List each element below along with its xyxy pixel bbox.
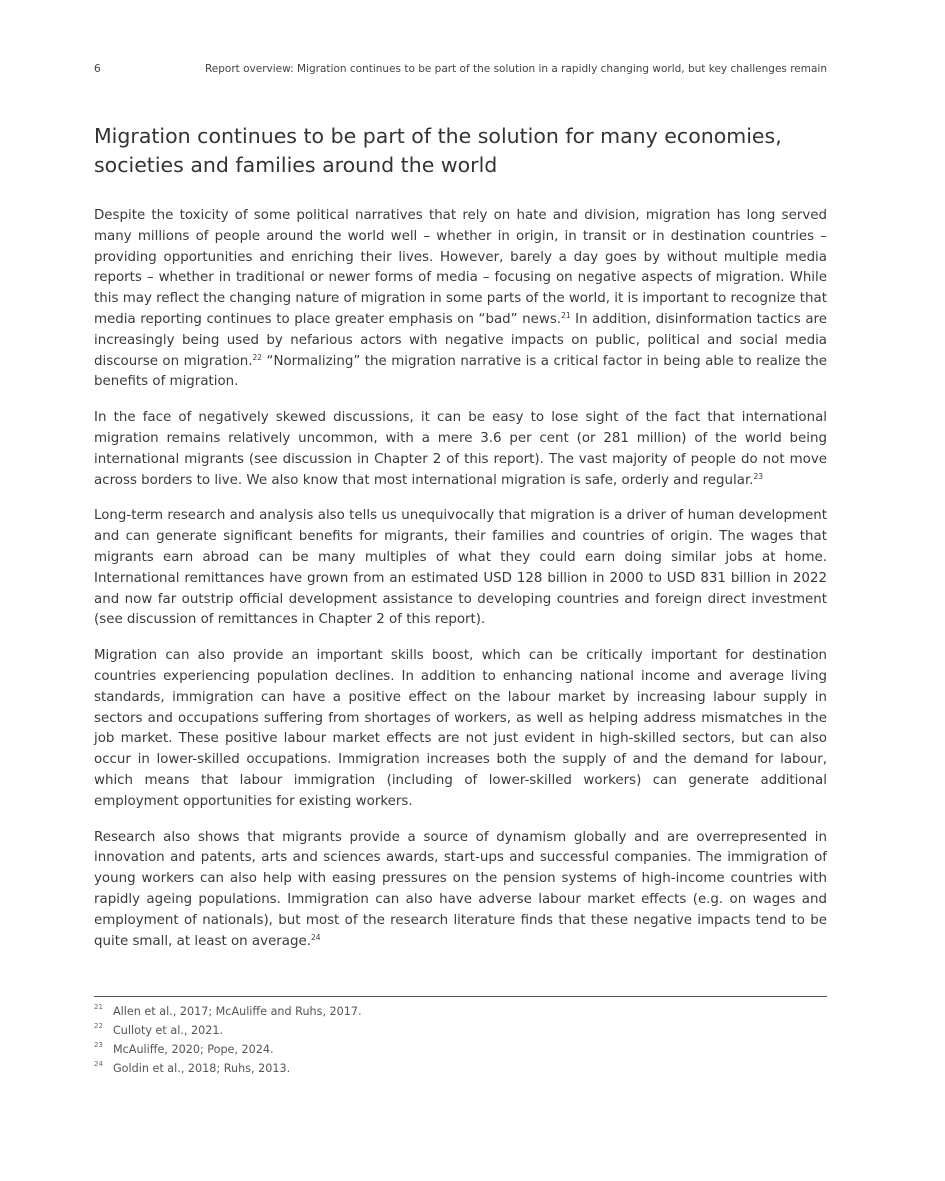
- footnote-number: 23: [94, 1041, 103, 1049]
- footnote-ref-23[interactable]: 23: [753, 471, 764, 481]
- footnote-number: 22: [94, 1022, 103, 1030]
- footnote-text: Culloty et al., 2021.: [113, 1024, 224, 1037]
- footnote-item: [94, 1002, 827, 1021]
- paragraph-2-text: In the face of negatively skewed discussions, it can be easy to lose sight of the fact that international migration remains relatively uncommon, with a mere 3.6 per cent (or 281 million) of the world being international migrants (see discussion in Chapter 2 of this report). The vast majority of people do not move across borders to live. We also know that most international migration is safe, orderly and regular.: [94, 410, 827, 488]
- footnote-divider: [94, 996, 827, 997]
- paragraph-3-text: Long-term research and analysis also tells us unequivocally that migration is a driver of human development and can generate significant benefits for migrants, their families and countries of origin. The wages that migrants earn abroad can be many multiples of what they could earn doing similar jobs at home. International remittances have grown from an estimated USD 128 billion in 2000 to USD 831 billion in 2022 and now far outstrip official development assistance to developing countries and foreign direct investment (see discussion of remittances in Chapter 2 of this report).: [94, 508, 827, 628]
- paragraph-1-text-b: In addition, disinformation tactics are increasingly being used by nefarious actors with negative impacts on public, political and social media discourse on migration.: [94, 311, 827, 369]
- footnote-number: 24: [94, 1060, 103, 1068]
- footnote-ref-21[interactable]: 21: [561, 310, 571, 320]
- section-title: Migration continues to be part of the solution for many economies, societies and families around the world: [94, 124, 782, 177]
- footnote-item: [94, 1021, 827, 1040]
- page-number: 6: [94, 63, 101, 75]
- paragraph-3: [94, 506, 827, 631]
- footnotes: [94, 1002, 827, 1078]
- paragraph-1-text-c: “Normalizing” the migration narrative is a critical factor in being able to realize the benefits of migration.: [94, 353, 827, 390]
- page-header: [94, 63, 827, 79]
- paragraph-5: [94, 828, 827, 953]
- footnote-text: Allen et al., 2017; McAuliffe and Ruhs, 2017.: [113, 1005, 362, 1018]
- paragraph-1-text-a: Despite the toxicity of some political narratives that rely on hate and division, migration has long served many millions of people around the world well – whether in origin, in transit or in destination countries – providing opportunities and enriching their lives. However, barely a day goes by without multiple media reports – whether in traditional or newer forms of media – focusing on negative aspects of migration. While this may reflect the changing nature of migration in some parts of the world, it is important to recognize that media reporting continues to place greater emphasis on “bad” news.: [94, 208, 827, 327]
- paragraph-4: [94, 646, 827, 812]
- footnote-item: [94, 1040, 827, 1059]
- footnote-text: McAuliffe, 2020; Pope, 2024.: [113, 1043, 274, 1056]
- paragraph-4-text: Migration can also provide an important skills boost, which can be critically important for destination countries experiencing population declines. In addition to enhancing national income and average living standards, immigration can have a positive effect on the labour market by increasing labour supply in sectors and occupations suffering from shortages of workers, as well as helping address mismatches in the job market. These positive labour market effects are not just evident in high-skilled sectors, but can also occur in lower-skilled occupations. Immigration increases both the supply of and the demand for labour, which means that labour immigration (including of lower-skilled workers) can generate additional employment opportunities for existing workers.: [94, 648, 827, 809]
- footnote-number: 21: [94, 1003, 103, 1011]
- paragraph-1: [94, 206, 827, 393]
- footnote-item: [94, 1059, 827, 1078]
- paragraph-2: [94, 408, 827, 491]
- footnote-ref-22[interactable]: 22: [252, 352, 263, 362]
- running-title: Report overview: Migration continues to be part of the solution in a rapidly changing world, but key challenges remain: [204, 63, 827, 75]
- paragraph-5-text: Research also shows that migrants provide a source of dynamism globally and are overrepresented in innovation and patents, arts and sciences awards, start-ups and successful companies. The immigration of young workers can also help with easing pressures on the pension systems of high-income countries with rapidly ageing populations. Immigration can also have adverse labour market effects (e.g. on wages and employment of nationals), but most of the research literature finds that these negative impacts tend to be quite small, at least on average.: [94, 829, 827, 949]
- footnote-text: Goldin et al., 2018; Ruhs, 2013.: [113, 1062, 291, 1075]
- footnote-ref-24[interactable]: 24: [311, 932, 321, 942]
- body-text: [94, 206, 827, 967]
